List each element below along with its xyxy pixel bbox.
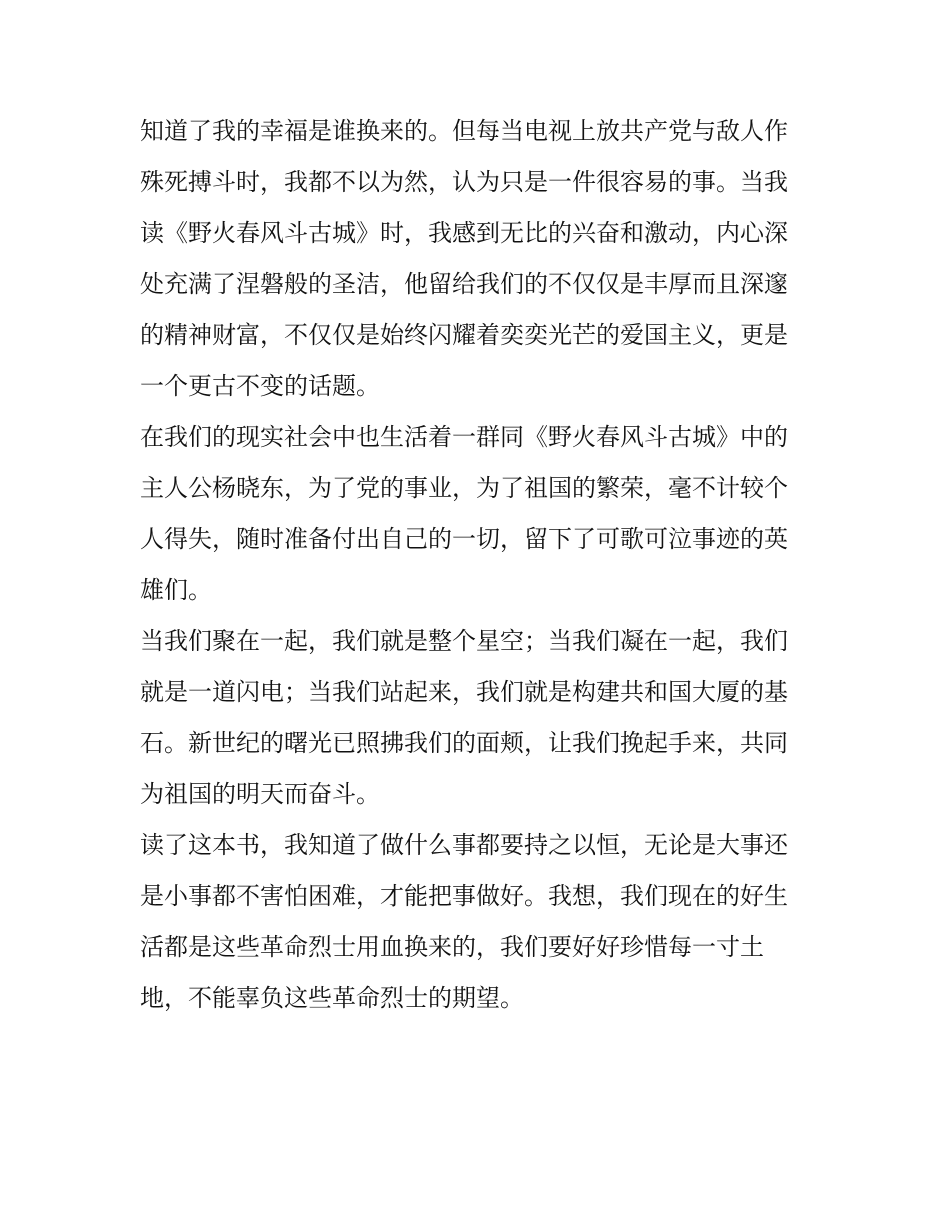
text-line: 一个更古不变的话题。 [140, 372, 380, 400]
text-line: 当我们聚在一起，我们就是整个星空；当我们凝在一起，我们 [140, 627, 788, 655]
text-line: 读了这本书，我知道了做什么事都要持之以恒，无论是大事还 [140, 831, 788, 859]
text-line: 主人公杨晓东，为了党的事业，为了祖国的繁荣，毫不计较个 [140, 474, 788, 502]
text-line: 地，不能辜负这些革命烈士的期望。 [140, 984, 524, 1012]
paragraph-1 [140, 106, 820, 412]
paragraph-2 [140, 412, 820, 616]
text-line: 雄们。 [140, 576, 212, 604]
document-body [140, 106, 820, 1024]
text-line: 活都是这些革命烈士用血换来的，我们要好好珍惜每一寸土 [140, 933, 764, 961]
text-line: 在我们的现实社会中也生活着一群同《野火春风斗古城》中的 [140, 423, 788, 451]
text-line: 是小事都不害怕困难，才能把事做好。我想，我们现在的好生 [140, 882, 788, 910]
text-line: 为祖国的明天而奋斗。 [140, 780, 380, 808]
text-line: 处充满了涅磐般的圣洁，他留给我们的不仅仅是丰厚而且深邃 [140, 270, 788, 298]
paragraph-3 [140, 616, 820, 820]
text-line: 石。新世纪的曙光已照拂我们的面颊，让我们挽起手来，共同 [140, 729, 788, 757]
text-line: 殊死搏斗时，我都不以为然，认为只是一件很容易的事。当我 [140, 168, 788, 196]
text-line: 读《野火春风斗古城》时，我感到无比的兴奋和激动，内心深 [140, 219, 788, 247]
text-line: 就是一道闪电；当我们站起来，我们就是构建共和国大厦的基 [140, 678, 788, 706]
text-line: 的精神财富，不仅仅是始终闪耀着奕奕光芒的爱国主义，更是 [140, 321, 788, 349]
text-line: 人得失，随时准备付出自己的一切，留下了可歌可泣事迹的英 [140, 525, 788, 553]
paragraph-4 [140, 820, 820, 1024]
text-line: 知道了我的幸福是谁换来的。但每当电视上放共产党与敌人作 [140, 117, 788, 145]
